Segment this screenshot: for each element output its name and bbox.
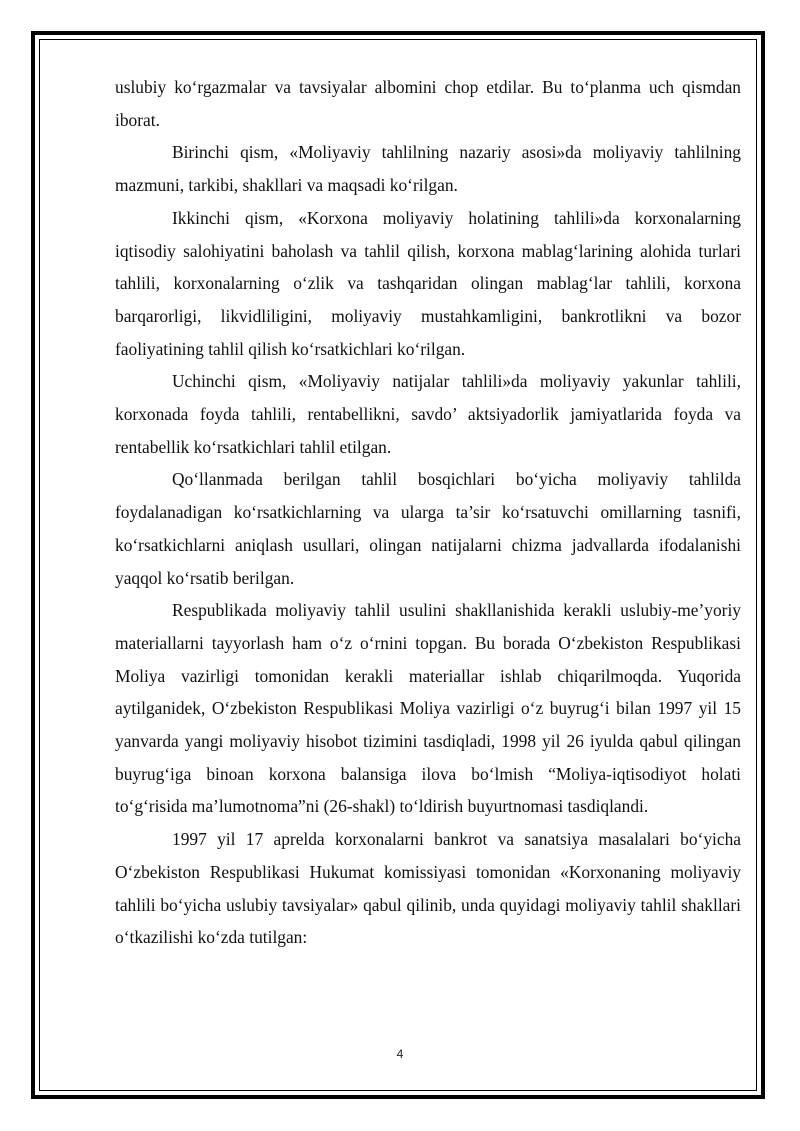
paragraph-commission-1997: 1997 yil 17 aprelda korxonalarni bankrot va sanatsiya masalalari bo‘yicha O‘zbekiston Respublikasi Hukumat komissiyasi tomonidan «Korxonaning moliyaviy tahlili bo‘yicha uslubiy tavsiyalar» qabul qilinib, unda quyidagi moliyaviy tahlil shakllari o‘tkazilishi ko‘zda tutilgan: <box>115 829 741 948</box>
page-number: 4 <box>396 1047 404 1061</box>
document-body <box>115 71 741 954</box>
paragraph-third-part: Uchinchi qism, «Moliyaviy natijalar tahlili»da moliyaviy yakunlar tahlili, korxonada foyda tahlili, rentabellikni, savdo’ aktsiyadorlik jamiyatlarida foyda va rentabellik ko‘rsatkichlari tahlil etilgan. <box>115 371 741 457</box>
paragraph-second-part: Ikkinchi qism, «Korxona moliyaviy holatining tahlili»da korxonalarning iqtisodiy salohiyatini baholash va tahlil qilish, korxona mablag‘larining alohida turlari tahlili, korxonalarning o‘zlik va tashqaridan olingan mablag‘lar tahlili, korxona barqarorligi, likvidliligini, moliyaviy mustahkamligini, bankrotlikni va bozor faoliyatining tahlil qilish ko‘rsatkichlari ko‘rilgan. <box>115 207 741 359</box>
paragraph-continuation: uslubiy ko‘rgazmalar va tavsiyalar albomini chop etdilar. Bu to‘planma uch qismdan iborat. <box>115 77 741 130</box>
paragraph-republic-methods: Respublikada moliyaviy tahlil usulini shakllanishida kerakli uslubiy-me’yoriy materiallarni tayyorlash ham o‘z o‘rnini topgan. Bu borada O‘zbekiston Respublikasi Moliya vazirligi tomonidan kerakli materiallar ishlab chiqarilmoqda. Yuqorida aytilganidek, O‘zbekiston Respublikasi Moliya vazirligi o‘z buyrug‘i bilan 1997 yil 15 yanvarda yangi moliyaviy hisobot tizimini tasdiqladi, 1998 yil 26 iyulda qabul qilingan buyrug‘iga binoan korxona balansiga ilova bo‘lmish “Moliya-iqtisodiyot holati to‘g‘risida ma’lumotnoma”ni (26-shakl) to‘ldirish buyurtnomasi tasdiqlandi. <box>115 600 741 817</box>
paragraph-first-part: Birinchi qism, «Moliyaviy tahlilning nazariy asosi»da moliyaviy tahlilning mazmuni, tarkibi, shakllari va maqsadi ko‘rilgan. <box>115 142 741 196</box>
paragraph-guide-summary: Qo‘llanmada berilgan tahlil bosqichlari bo‘yicha moliyaviy tahlilda foydalanadigan ko‘rsatkichlarning va ularga ta’sir ko‘rsatuvchi omillarning tasnifi, ko‘rsatkichlarni aniqlash usullari, olingan natijalarni chizma jadvallarda ifodalanishi yaqqol ko‘rsatib berilgan. <box>115 469 741 588</box>
